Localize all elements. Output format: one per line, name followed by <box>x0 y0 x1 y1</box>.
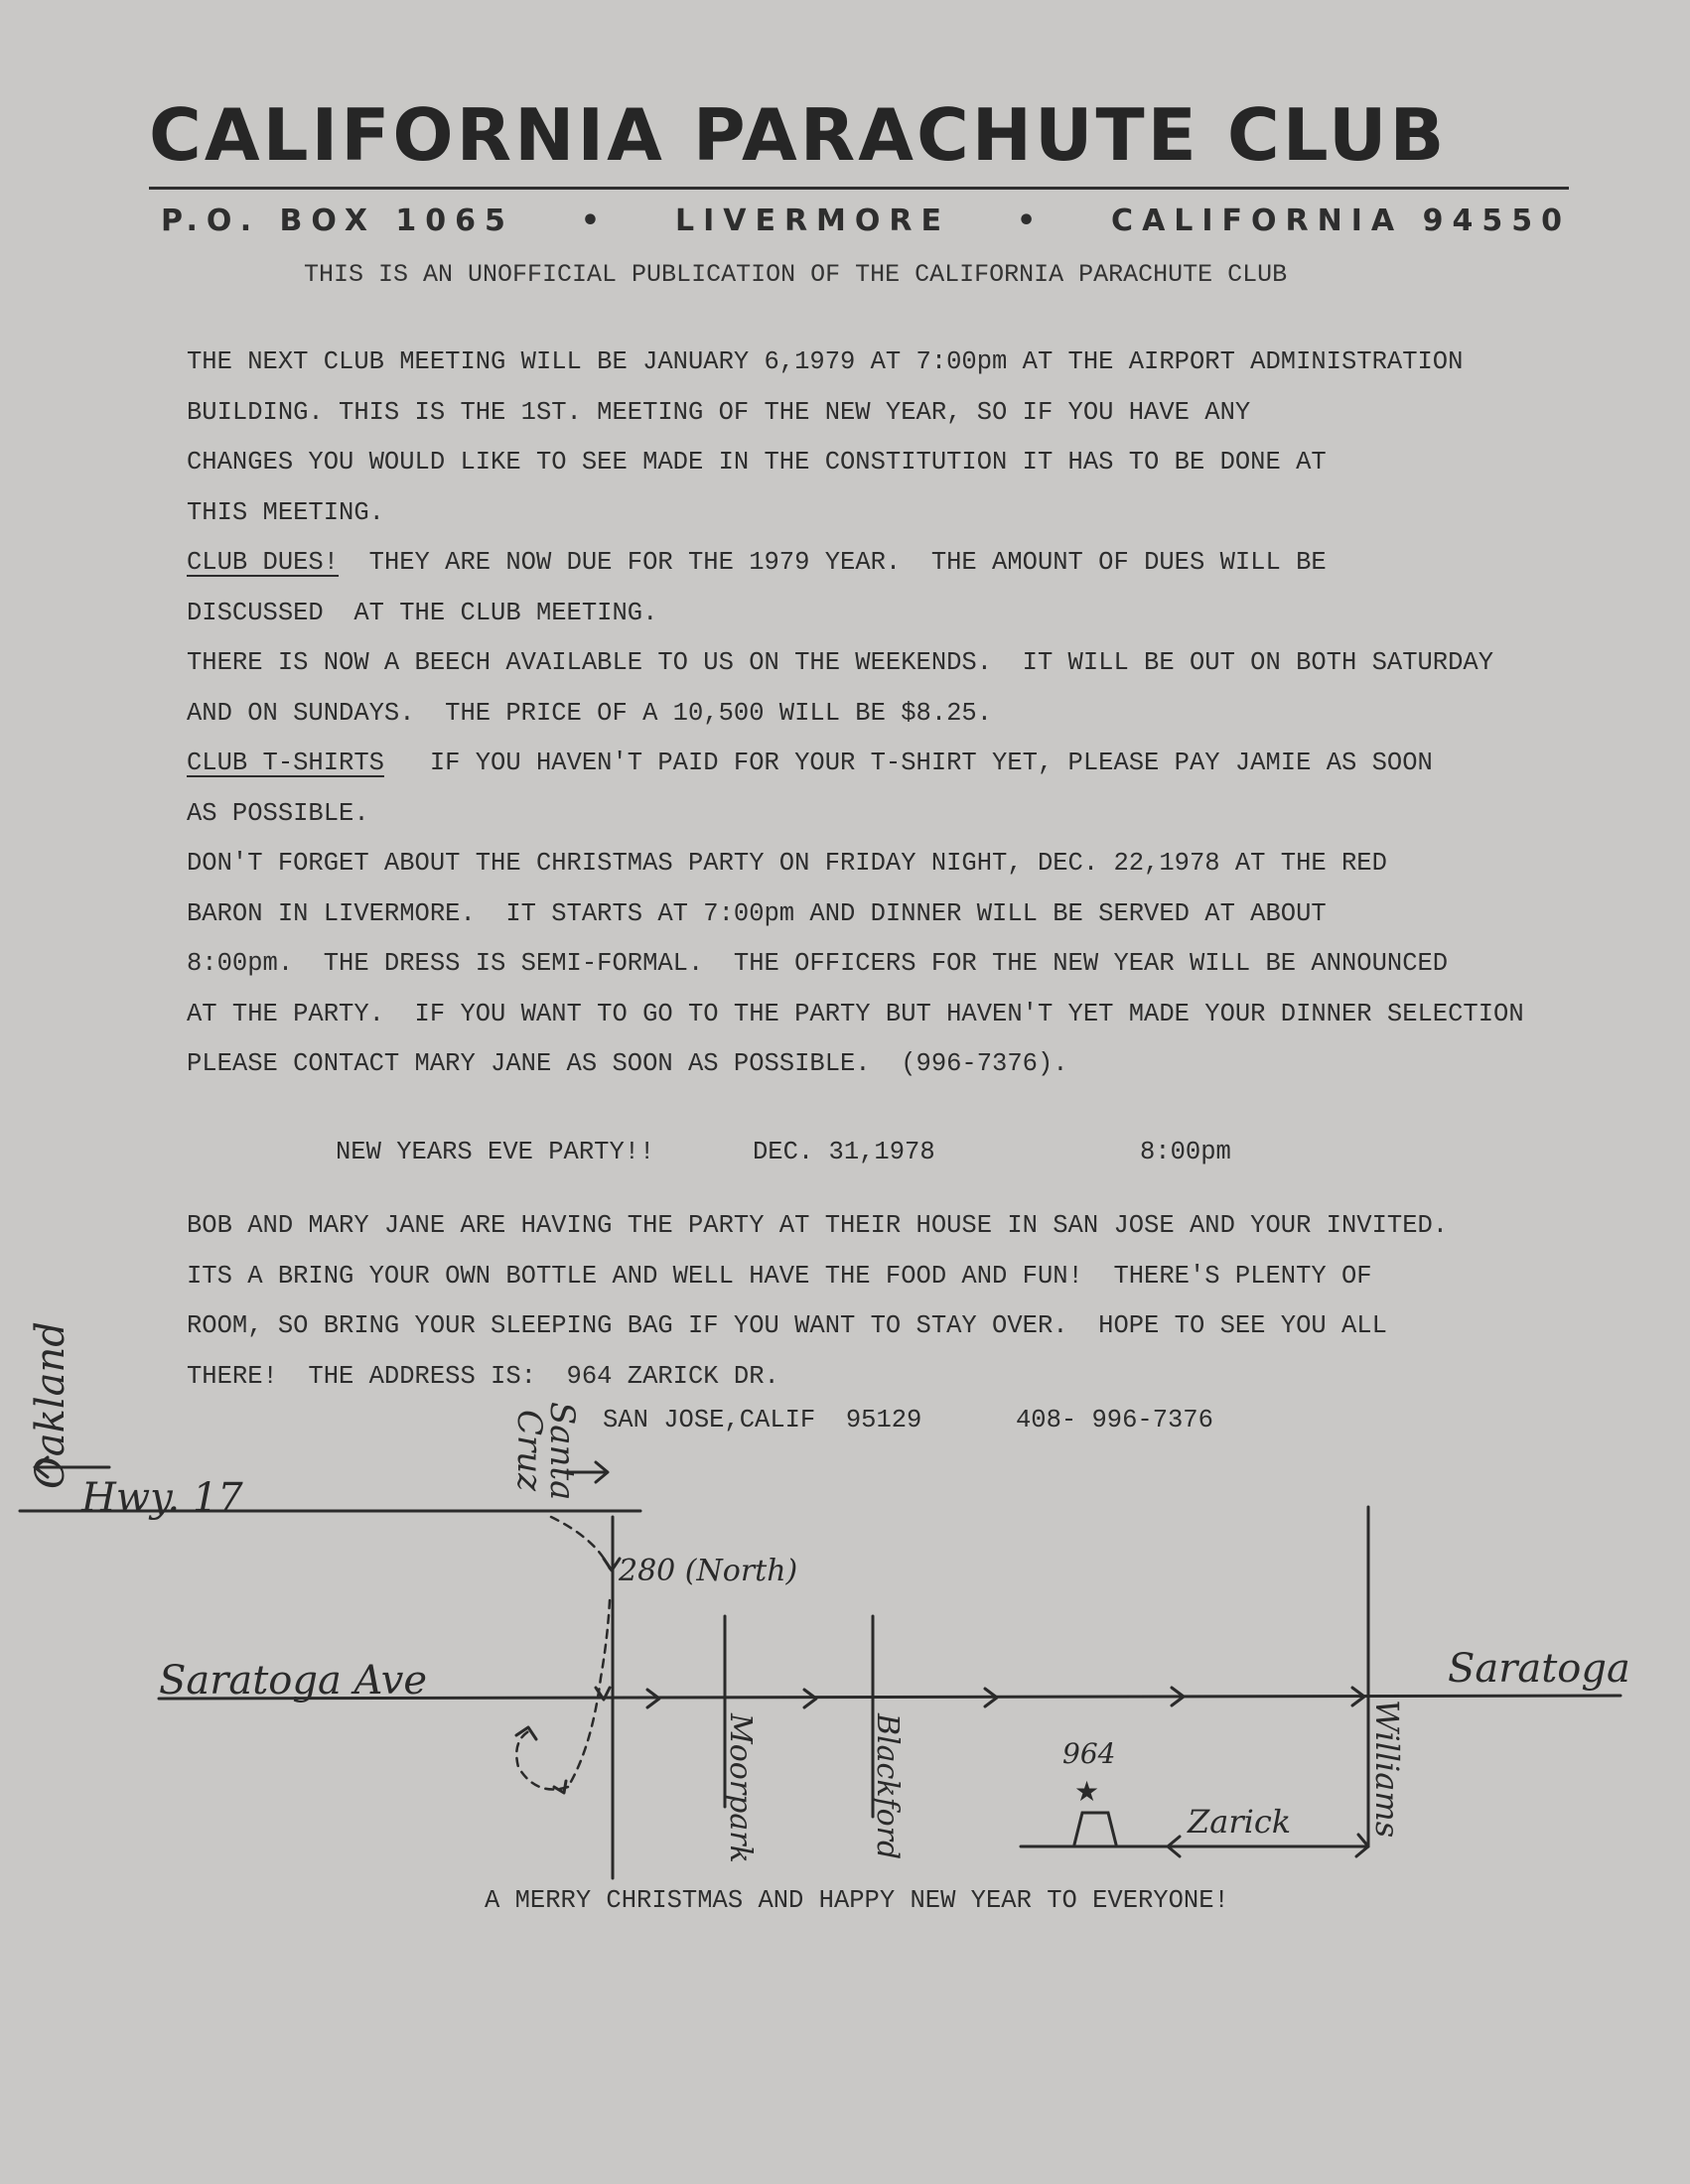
blackford-label: Blackford <box>870 1713 905 1860</box>
address-city: LIVERMORE <box>674 204 951 238</box>
publication-disclaimer: THIS IS AN UNOFFICIAL PUBLICATION OF THE CALIFORNIA PARACHUTE CLUB <box>304 260 1288 289</box>
body-line-text: THEY ARE NOW DUE FOR THE 1979 YEAR. THE AMOUNT OF DUES WILL BE <box>339 548 1327 577</box>
nye-time: 8:00pm <box>1140 1138 1231 1166</box>
address-bullet: • <box>580 204 610 238</box>
santa-label: Santa <box>542 1402 582 1501</box>
address-po-box: P.O. BOX 1065 <box>161 204 514 238</box>
saratoga-ave-label: Saratoga Ave <box>159 1658 428 1704</box>
cruz-label: Cruz <box>509 1410 549 1492</box>
body-line: DON'T FORGET ABOUT THE CHRISTMAS PARTY ON FRIDAY NIGHT, DEC. 22,1978 AT THE RED <box>187 849 1387 878</box>
body-line: 8:00pm. THE DRESS IS SEMI-FORMAL. THE OFFICERS FOR THE NEW YEAR WILL BE ANNOUNCED <box>187 949 1449 978</box>
address-bullet: • <box>1016 204 1046 238</box>
body-line-text: IF YOU HAVEN'T PAID FOR YOUR T-SHIRT YET, PLEASE PAY JAMIE AS SOON <box>383 749 1433 777</box>
body-line: AND ON SUNDAYS. THE PRICE OF A 10,500 WILL BE $8.25. <box>187 698 993 728</box>
body-line: AT THE PARTY. IF YOU WANT TO GO TO THE PARTY BUT HAVEN'T YET MADE YOUR DINNER SELECTION <box>187 999 1524 1028</box>
club-dues-heading: CLUB DUES! <box>187 548 340 577</box>
hwy17-label: Hwy. 17 <box>81 1475 243 1521</box>
body-line: CHANGES YOU WOULD LIKE TO SEE MADE IN THE CONSTITUTION IT HAS TO BE DONE AT <box>187 448 1327 477</box>
party-line: ROOM, SO BRING YOUR SLEEPING BAG IF YOU WANT TO STAY OVER. HOPE TO SEE YOU ALL <box>187 1311 1387 1340</box>
route-dashed-loop <box>516 1729 568 1790</box>
party-city: SAN JOSE,CALIF 95129 <box>603 1406 922 1434</box>
route-dashed-hwy17-to-280 <box>551 1517 610 1569</box>
house-number-label: 964 <box>1062 1737 1116 1770</box>
address-state-zip: CALIFORNIA 94550 <box>1111 204 1571 238</box>
moorpark-label: Moorpark <box>723 1713 758 1863</box>
party-line: BOB AND MARY JANE ARE HAVING THE PARTY AT THEIR HOUSE IN SAN JOSE AND YOUR INVITED. <box>187 1211 1449 1240</box>
house-marker <box>1074 1813 1116 1844</box>
body-line: DISCUSSED AT THE CLUB MEETING. <box>187 598 658 627</box>
body-line: BUILDING. THIS IS THE 1ST. MEETING OF THE NEW YEAR, SO IF YOU HAVE ANY <box>187 397 1251 427</box>
body-line: BARON IN LIVERMORE. IT STARTS AT 7:00pm AND DINNER WILL BE SERVED AT ABOUT <box>187 898 1327 928</box>
org-name-heading: CALIFORNIA PARACHUTE CLUB <box>149 93 1448 177</box>
body-line: THERE IS NOW A BEECH AVAILABLE TO US ON THE WEEKENDS. IT WILL BE OUT ON BOTH SATURDAY <box>187 648 1494 677</box>
body-line: AS POSSIBLE. <box>187 798 369 828</box>
nye-title: NEW YEARS EVE PARTY!! <box>336 1138 655 1166</box>
body-line: PLEASE CONTACT MARY JANE AS SOON AS POSSIBLE. (996-7376). <box>187 1049 1068 1078</box>
party-line: ITS A BRING YOUR OWN BOTTLE AND WELL HAVE THE FOOD AND FUN! THERE'S PLENTY OF <box>187 1261 1372 1291</box>
star-icon: ★ <box>1074 1775 1100 1808</box>
saratoga-label: Saratoga <box>1448 1646 1630 1692</box>
i280-label: 280 (North) <box>619 1554 798 1588</box>
closing-greeting: A MERRY CHRISTMAS AND HAPPY NEW YEAR TO EVERYONE! <box>485 1886 1229 1915</box>
party-phone: 408- 996-7376 <box>1015 1406 1213 1434</box>
body-line: THE NEXT CLUB MEETING WILL BE JANUARY 6,1979 AT 7:00pm AT THE AIRPORT ADMINISTRATION <box>187 347 1464 376</box>
club-tshirts-heading: CLUB T-SHIRTS <box>187 749 384 777</box>
zarick-label: Zarick <box>1188 1803 1292 1841</box>
arrow-down-icon <box>554 1781 566 1793</box>
body-line: THIS MEETING. <box>187 497 384 527</box>
route-dashed-280-exit <box>568 1600 610 1787</box>
party-line: THERE! THE ADDRESS IS: 964 ZARICK DR. <box>187 1361 779 1391</box>
oakland-label: Oakland <box>28 1321 73 1489</box>
williams-label: Williams <box>1368 1700 1406 1839</box>
nye-date: DEC. 31,1978 <box>753 1138 935 1166</box>
